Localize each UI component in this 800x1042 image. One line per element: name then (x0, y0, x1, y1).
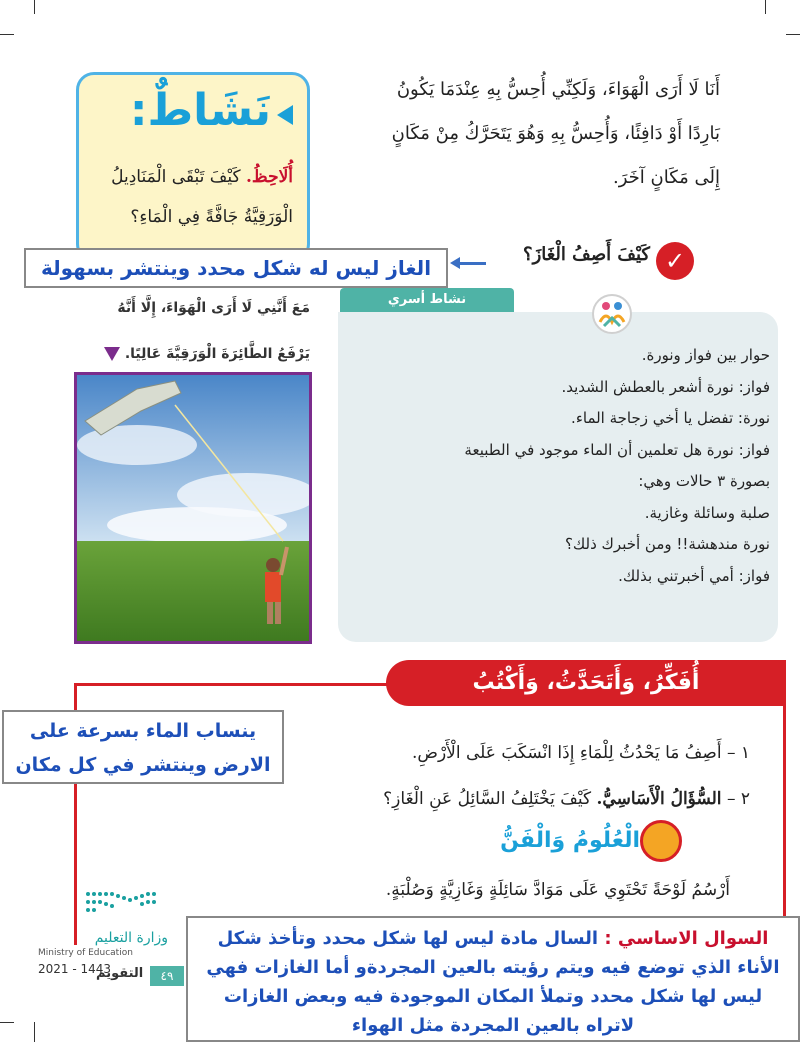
science-art-heading: الْعُلُومُ وَالْفَنُّ (500, 828, 640, 853)
activity-title: نَشَاطٌ: (129, 85, 271, 136)
think-item-1: ١ – أَصِفُ مَا يَحْدُثُ لِلْمَاءِ إِذَا انْسَكَبَ عَلَى الْأَرْضِ. (411, 743, 750, 763)
crop-mark (0, 34, 14, 35)
annotation-arrow (456, 262, 486, 265)
dialogue-line: بصورة ٣ حالات وهي: (638, 472, 770, 490)
palette-icon (640, 820, 682, 862)
arrow-left-icon (450, 257, 460, 269)
crop-mark (786, 34, 800, 35)
dialogue-line: صلبة وسائلة وغازية. (644, 503, 770, 522)
activity-text (83, 157, 293, 237)
crop-mark (34, 1022, 35, 1042)
kite-caption-line: يَرْفَعُ الطَّائِرَةَ الْوَرَقِيَّةَ عَالِيًا. (124, 346, 310, 362)
think-section-title: أُفَكِّرُ، وَأَتَحَدَّثُ، وَأَكْتُبُ (386, 660, 786, 706)
kite-caption-line: مَعَ أَنَّنِي لَا أَرَى الْهَوَاءَ، إِلَّا أَنَّهُ (117, 300, 310, 316)
think-items (270, 730, 750, 822)
essential-question-label: السُّؤَالُ الْأَسَاسِيُّ. (596, 789, 722, 809)
activity-question: كَيْفَ تَبْقَى الْمَنَادِيلُ (111, 167, 241, 187)
family-icon (592, 294, 632, 334)
essential-question-text: كَيْفَ يَخْتَلِفُ السَّائِلُ عَنِ الْغَازِ؟ (383, 789, 592, 809)
dialogue-line: حوار بين فواز ونورة. (641, 346, 770, 364)
think-item-2 (270, 776, 750, 822)
ministry-logo-icon (82, 888, 162, 918)
family-activity-tab: نشاط أسري (340, 288, 514, 312)
activity-box (76, 72, 310, 262)
paragraph-line: بَارِدًا أَوْ دَافِئًا، وَأُحِسُّ بِهِ وَهُوَ يَتَحَرَّكُ مِنْ مَكَانٍ (391, 123, 720, 144)
annotation-gas: الغاز ليس له شكل محدد وينتشر بسهولة (24, 248, 448, 288)
kite-photo (74, 372, 312, 644)
dialogue-line: فواز: نورة هل تعلمين أن الماء موجود في الطبيعة (464, 440, 770, 459)
crop-mark (34, 0, 35, 14)
annotation-water-line: ينساب الماء بسرعة على (29, 720, 257, 742)
dialogue-line: نورة: تفضل يا أخي زجاجة الماء. (571, 409, 770, 427)
draw-instruction: أَرْسُمُ لَوْحَةً تَحْتَوِي عَلَى مَوَادَّ سَائِلَةٍ وَغَازِيَّةٍ وَصُلْبَةٍ. (385, 880, 730, 900)
crop-mark (765, 0, 766, 14)
page-number: ٤٩ (150, 966, 184, 986)
annotation-water (2, 710, 284, 784)
annotation-water-line: الارض وينتشر في كل مكان (15, 754, 271, 776)
assessment-label: التقويم (96, 966, 144, 981)
paragraph-line: أَنَا لَا أَرَى الْهَوَاءَ، وَلَكِنِّي أُحِسُّ بِهِ عِنْدَمَا يَكُونُ (396, 79, 720, 100)
question-heading: كَيْفَ أَصِفُ الْغَازَ؟ (523, 244, 650, 265)
arrow-icon (277, 105, 293, 125)
checkmark-icon: ✓ (656, 242, 694, 280)
observe-label: أُلَاحِظُ. (246, 167, 293, 187)
item-number: ٢ – (726, 789, 750, 809)
annotation-answer (186, 916, 800, 1042)
dialogue-line: نورة مندهشة!! ومن أخبرك ذلك؟ (564, 535, 770, 553)
ministry-name-en: Ministry of Education (38, 948, 133, 958)
activity-question-line2: الْوَرَقِيَّةُ جَافَّةً فِي الْمَاءِ؟ (130, 207, 293, 227)
family-dialogue (360, 340, 770, 592)
annotation-answer-label: السوال الاساسي : (604, 928, 769, 949)
edition-year: 2021 - 1443 (38, 962, 112, 976)
dialogue-line: فواز: أمي أخبرتني بذلك. (618, 566, 770, 585)
kite-caption (80, 285, 310, 377)
dialogue-line: فواز: نورة أشعر بالعطش الشديد. (561, 377, 770, 396)
ministry-name-ar: وزارة التعليم (94, 930, 168, 946)
paragraph-line: إِلَى مَكَانٍ آخَرَ. (613, 167, 720, 188)
intro-paragraph (330, 68, 720, 200)
triangle-down-icon (104, 347, 120, 361)
crop-mark (0, 1022, 14, 1023)
annotation-answer-text: السال مادة ليس لها شكل محدد وتأخذ شكل الأناء الذي توضع فيه ويتم رؤيته بالعين المجردةو أما الغازات فهي ليس لها شكل محدد وتملأ المكان الموجودة فيه وبعض الغازات لاتراه بالعين المجردة مثل الهواء (206, 928, 780, 1036)
